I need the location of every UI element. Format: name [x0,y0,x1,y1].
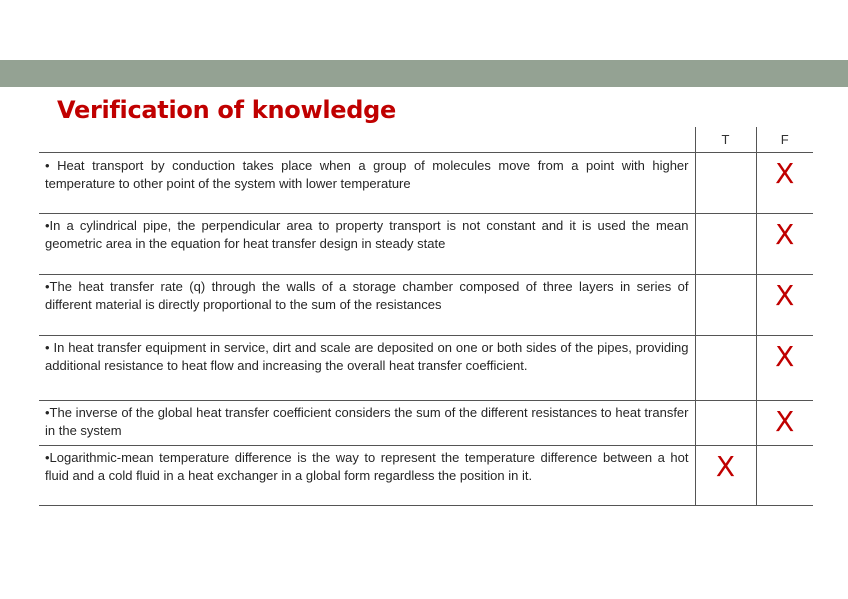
table-row [39,153,813,214]
true-mark-cell: X [695,446,756,506]
true-false-table [39,127,813,506]
true-mark-cell [695,275,756,336]
statement-column-header [39,127,695,153]
statement-cell: • Heat transport by conduction takes place when a group of molecules move from a point with higher temperature to other point of the system with lower temperature [45,158,689,191]
slide-title: Verification of knowledge [57,96,396,124]
true-mark-cell [695,401,756,446]
false-mark-cell: X [756,153,813,214]
false-mark-cell: X [756,214,813,275]
false-mark-cell: X [756,336,813,401]
header-band [0,60,848,87]
statement-cell: •Logarithmic-mean temperature difference is the way to represent the temperature difference between a hot fluid and a cold fluid in a heat exchanger in a global form regardless the position in it. [45,450,689,483]
statement-cell: •The inverse of the global heat transfer coefficient considers the sum of the different resistances to heat transfer in the system [45,405,689,438]
table-row [39,446,813,506]
table-row [39,401,813,446]
table-row [39,336,813,401]
true-mark-cell [695,214,756,275]
false-mark-cell: X [756,275,813,336]
table-header-row [39,127,813,153]
true-mark-cell [695,153,756,214]
true-column-header: T [695,127,756,153]
statement-cell: • In heat transfer equipment in service, dirt and scale are deposited on one or both sides of the pipes, providing additional resistance to heat flow and increasing the overall heat transfer coefficient. [45,340,689,373]
true-mark-cell [695,336,756,401]
statement-cell: •In a cylindrical pipe, the perpendicular area to property transport is not constant and it is used the mean geometric area in the equation for heat transfer design in steady state [45,218,689,251]
false-mark-cell: X [756,401,813,446]
table-row [39,275,813,336]
table-row [39,214,813,275]
statement-cell: •The heat transfer rate (q) through the walls of a storage chamber composed of three layers in series of different material is directly proportional to the sum of the resistances [45,279,689,312]
false-mark-cell [756,446,813,506]
false-column-header: F [756,127,813,153]
